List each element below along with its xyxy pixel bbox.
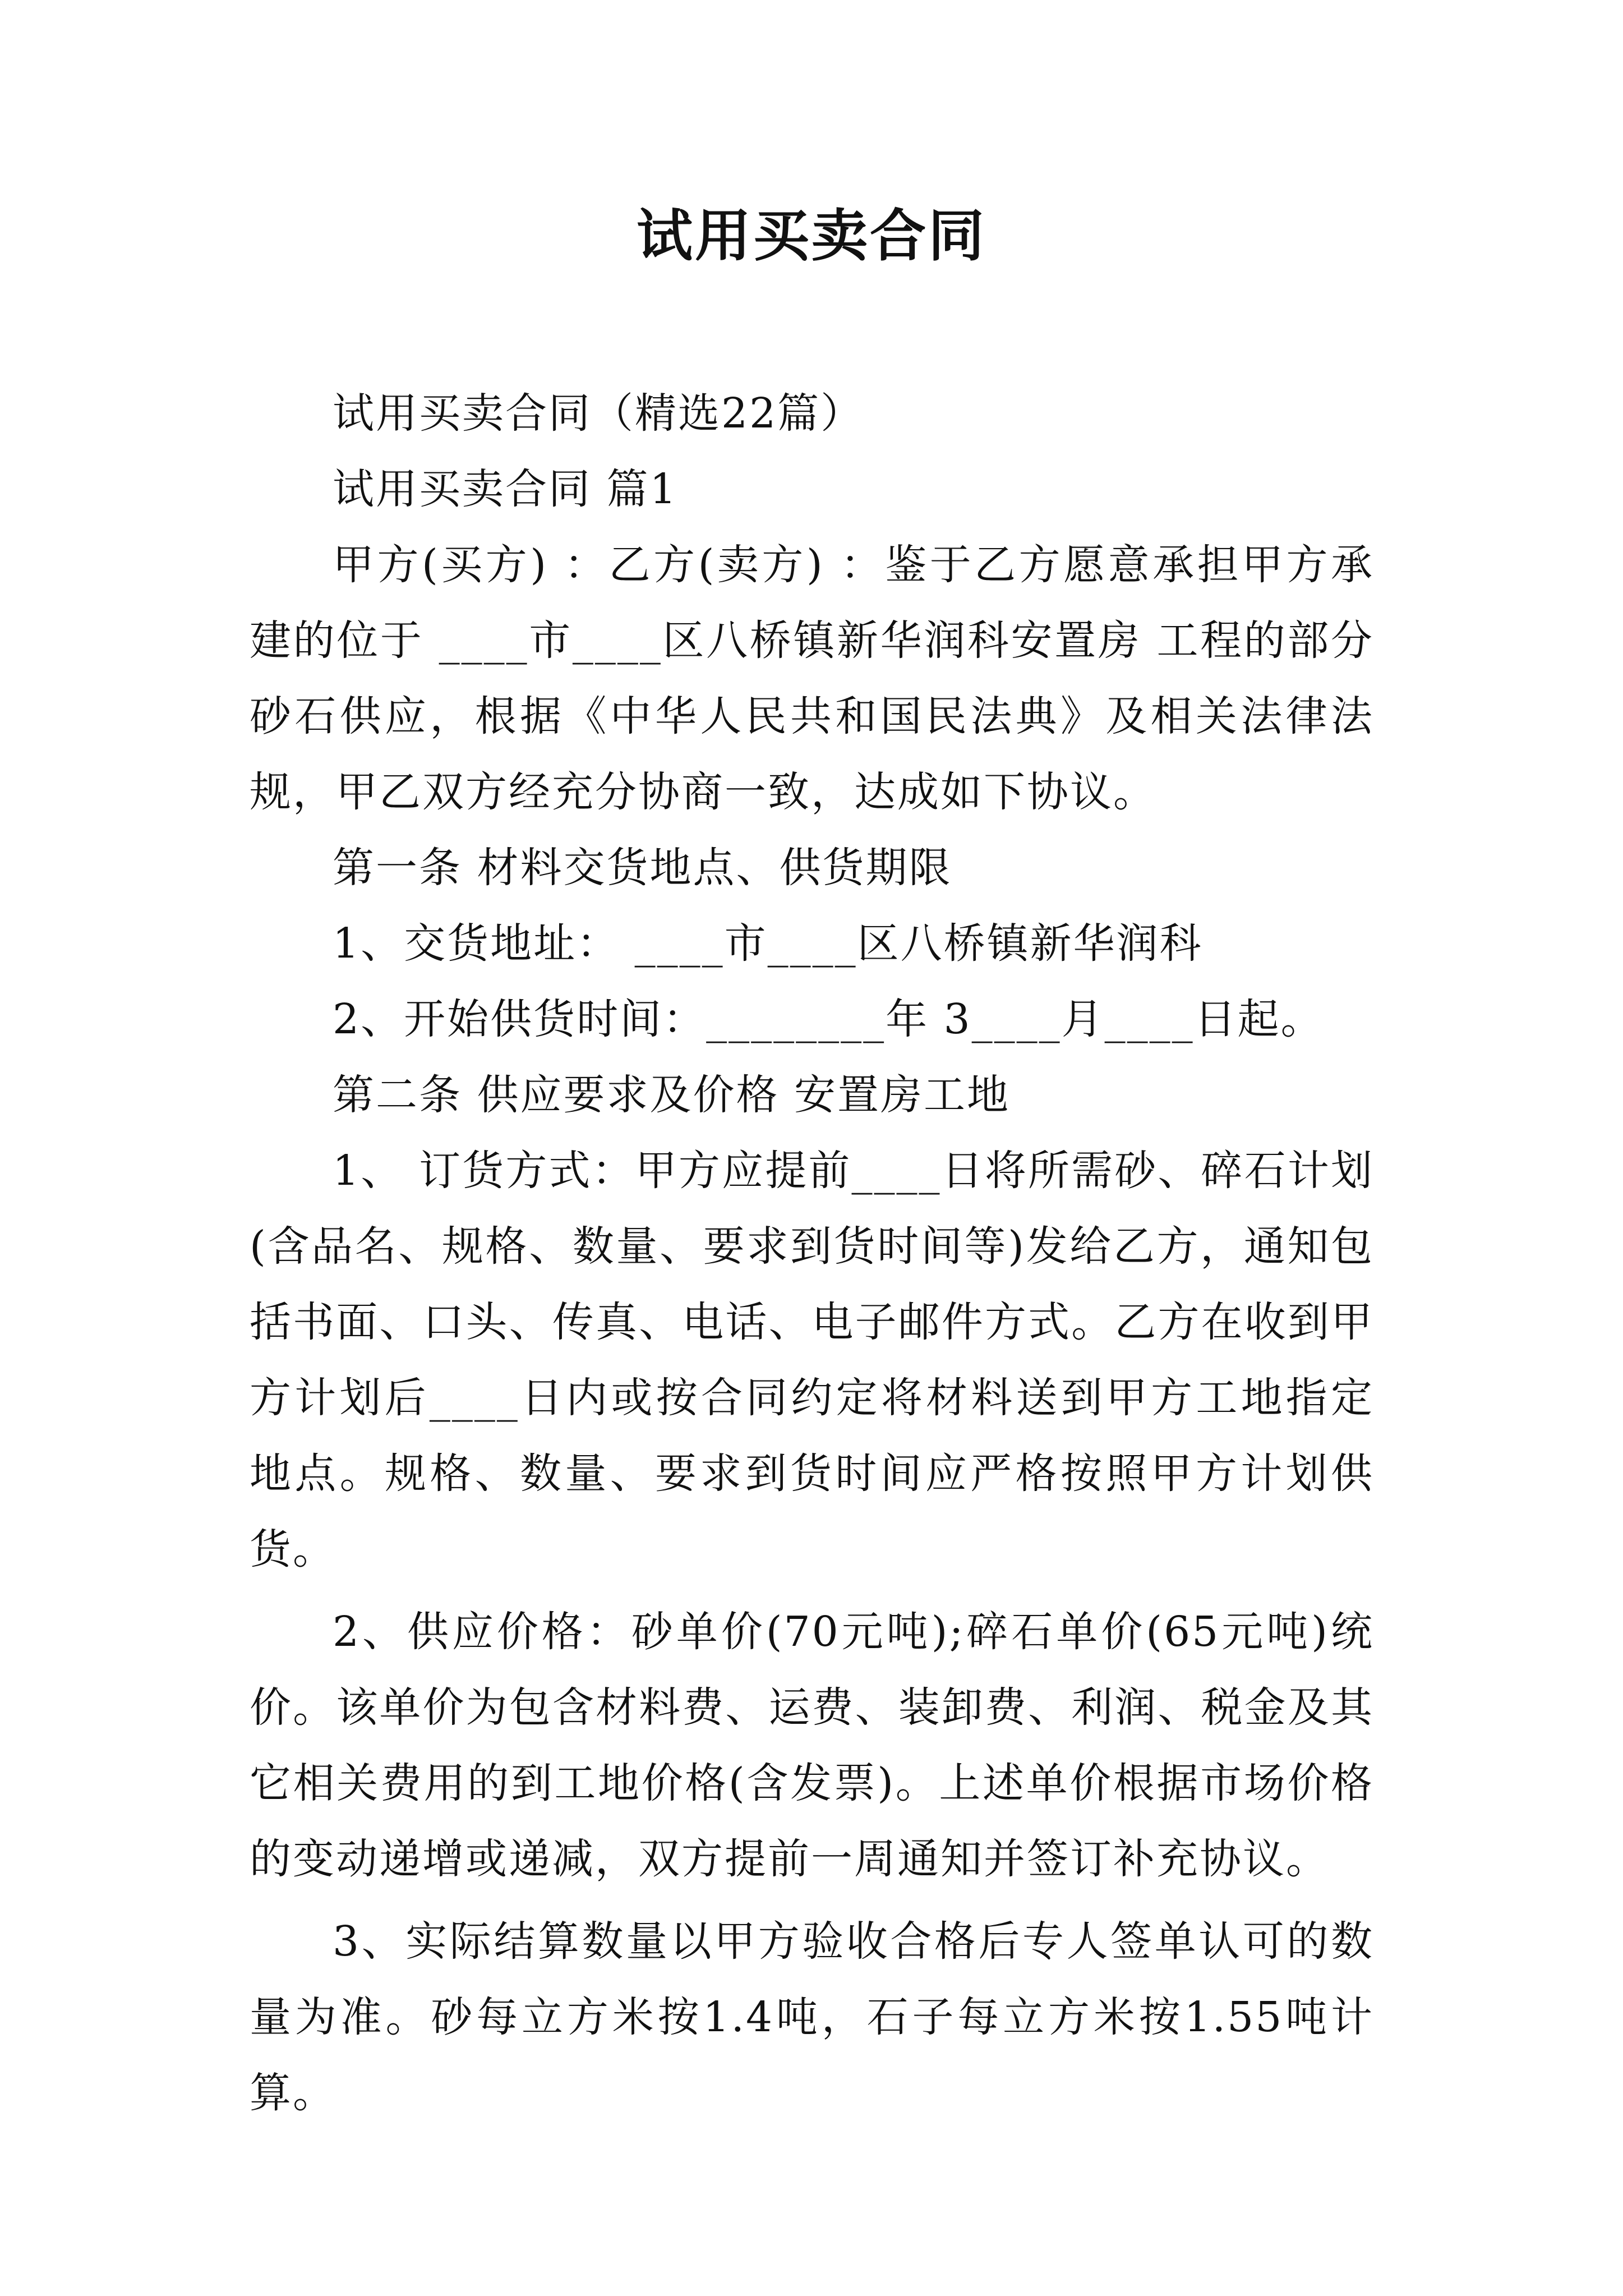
paragraph-settlement-quantity: 3、实际结算数量以甲方验收合格后专人签单认可的数量为准。砂每立方米按1.4吨，石子每立方米按1.55吨计算。 bbox=[250, 1917, 1374, 2117]
paragraph-article-1-heading: 第一条 材料交货地点、供货期限 bbox=[333, 844, 952, 892]
paragraph-order-method: 1、 订货方式：甲方应提前____日将所需砂、碎石计划(含品名、规格、数量、要求到货时间等)发给乙方，通知包括书面、口头、传真、电话、电子邮件方式。乙方在收到甲方计划后____日内或按合同约定将材料送到甲方工地指定地点。规格、数量、要求到货时间应严格按照甲方计划供货。 bbox=[250, 1147, 1374, 1573]
paragraph-article-2-heading: 第二条 供应要求及价格 安置房工地 bbox=[333, 1071, 1011, 1119]
paragraph-delivery-address: 1、交货地址： ____市____区八桥镇新华润科 bbox=[333, 919, 1203, 968]
paragraph-preamble: 甲方(买方) ：乙方(卖方) ：鉴于乙方愿意承担甲方承建的位于 ____市____区八桥镇新华润科安置房 工程的部分砂石供应，根据《中华人民共和国民法典》及相关法律法规，甲乙双方经充分协商一致，达成如下协议。 bbox=[250, 541, 1374, 816]
document-title: 试用买卖合同 bbox=[637, 203, 986, 269]
paragraph-supply-price: 2、供应价格：砂单价(70元吨);碎石单价(65元吨)统价。该单价为包含材料费、运费、装卸费、利润、税金及其它相关费用的到工地价格(含发票)。上述单价根据市场价格的变动递增或递减，双方提前一周通知并签订补充协议。 bbox=[250, 1608, 1374, 1883]
document-body bbox=[250, 376, 1374, 2131]
paragraph-subtitle: 试用买卖合同（精选22篇） bbox=[333, 389, 864, 438]
paragraph-supply-start: 2、开始供货时间：________年 3____月____日起。 bbox=[333, 995, 1324, 1043]
paragraph-section-heading: 试用买卖合同 篇1 bbox=[333, 465, 678, 513]
